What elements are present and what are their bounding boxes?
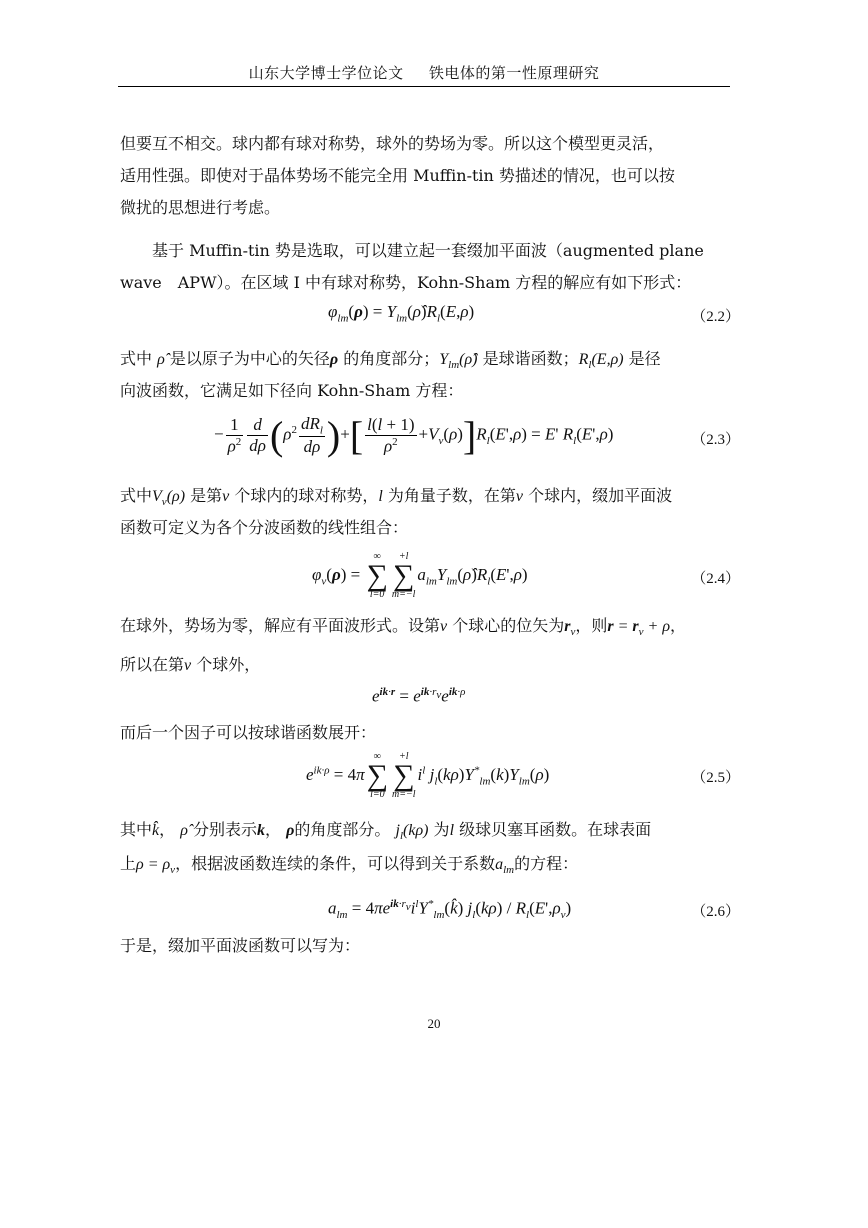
equation-2-5: $e^{ik\cdot\rho} = 4\pi$ ∞ ∑ l=0 +l ∑ m=−l $i^l$ $j_l(k\rho)Y^*_{lm}(k)Y_{lm}(\rho)$	[306, 751, 550, 800]
text-line: 在球外，势场为零，解应有平面波形式。设第ν 个球心的位矢为$r_\nu$，则$r = r_\nu + \rho$，	[120, 616, 687, 639]
equation-number: （2.6）	[691, 904, 740, 920]
text-line: 基于 Muffin-tin 势是选取，可以建立起一套缀加平面波（augmented plane	[152, 241, 704, 260]
equation-2-4: $\varphi_\nu(\rho)$ = ∞ ∑ l=0 +l ∑ m=−l $a_{lm}Y_{lm}(\rhô)R_l(E',\rho)$	[312, 551, 528, 600]
text-line: 上$\rho = \rho_\nu$，根据波函数连续的条件，可以得到关于系数$a_{lm}$的方程：	[120, 854, 579, 877]
text-line: 而后一个因子可以按球谐函数展开：	[120, 723, 377, 742]
equation-2-6: $a_{lm}$ = $4\pi e^{ik\cdot r_\nu}i^lY^*_{lm}(k̂)$ $j_l(k\rho) / R_l(E',\rho_\nu)$	[328, 898, 572, 922]
text-line: wave APW）。在区域 I 中有球对称势，Kohn-Sham 方程的解应有如下形式：	[120, 273, 692, 292]
header-thesis-title: 山东大学博士学位论文	[248, 64, 404, 82]
header-chapter-title: 铁电体的第一性原理研究	[428, 64, 600, 82]
header-rule	[118, 86, 730, 87]
text-line: 式中$V_\nu(\rho)$ 是第ν 个球内的球对称势，l 为角量子数，在第ν 个球内，缀加平面波	[120, 486, 673, 509]
equation-number: （2.3）	[691, 432, 740, 448]
equation-2-2: $\varphi_{lm}(\rho)$ = $Y_{lm}(\rhô)R_l(E,\rho)$	[328, 302, 475, 325]
text-line: 但要互不相交。球内都有球对称势，球外的势场为零。所以这个模型更灵活，	[120, 134, 665, 153]
equation-number: （2.2）	[691, 309, 740, 325]
equation-2-3: − $\frac{1}{\rho^2}$ $\frac{d}{d\rho}$ ($\rho^2$ $\frac{dR_l}{d\rho}$ )+[ $\frac{l(l + 1)}{\rho^2}$ $+V_\nu(\rho)]R_l(E',\rho) = E'$ $R_l(E',\rho)$	[214, 413, 614, 458]
text-line: 微扰的思想进行考虑。	[120, 198, 281, 217]
text-line: 式中 ρ̂ 是以原子为中心的矢径ρ 的角度部分；$Y_{lm}(\rhô)$ 是球谐函数；$R_l(E,\rho)$ 是径	[120, 349, 661, 372]
text-line: 向波函数，它满足如下径向 Kohn-Sham 方程：	[120, 381, 464, 400]
running-header	[118, 62, 730, 83]
text-line: 于是，缀加平面波函数可以写为：	[120, 936, 361, 955]
text-line: 所以在第ν 个球外，	[120, 655, 261, 674]
equation-number: （2.4）	[691, 571, 740, 587]
plane-wave-identity: $e^{ik\cdot r} = e^{ik\cdot r_\nu}e^{ik\cdot\rho}$	[372, 686, 466, 706]
text-line: 适用性强。即使对于晶体势场不能完全用 Muffin-tin 势描述的情况，也可以按	[120, 166, 675, 185]
text-line: 其中k̂， ρ̂ 分别表示k， ρ的角度部分。 $j_l(k\rho)$ 为l 级球贝塞耳函数。在球表面	[120, 820, 652, 843]
equation-number: （2.5）	[691, 770, 740, 786]
page-number: 20	[427, 1016, 441, 1031]
text-line: 函数可定义为各个分波函数的线性组合：	[120, 518, 409, 537]
